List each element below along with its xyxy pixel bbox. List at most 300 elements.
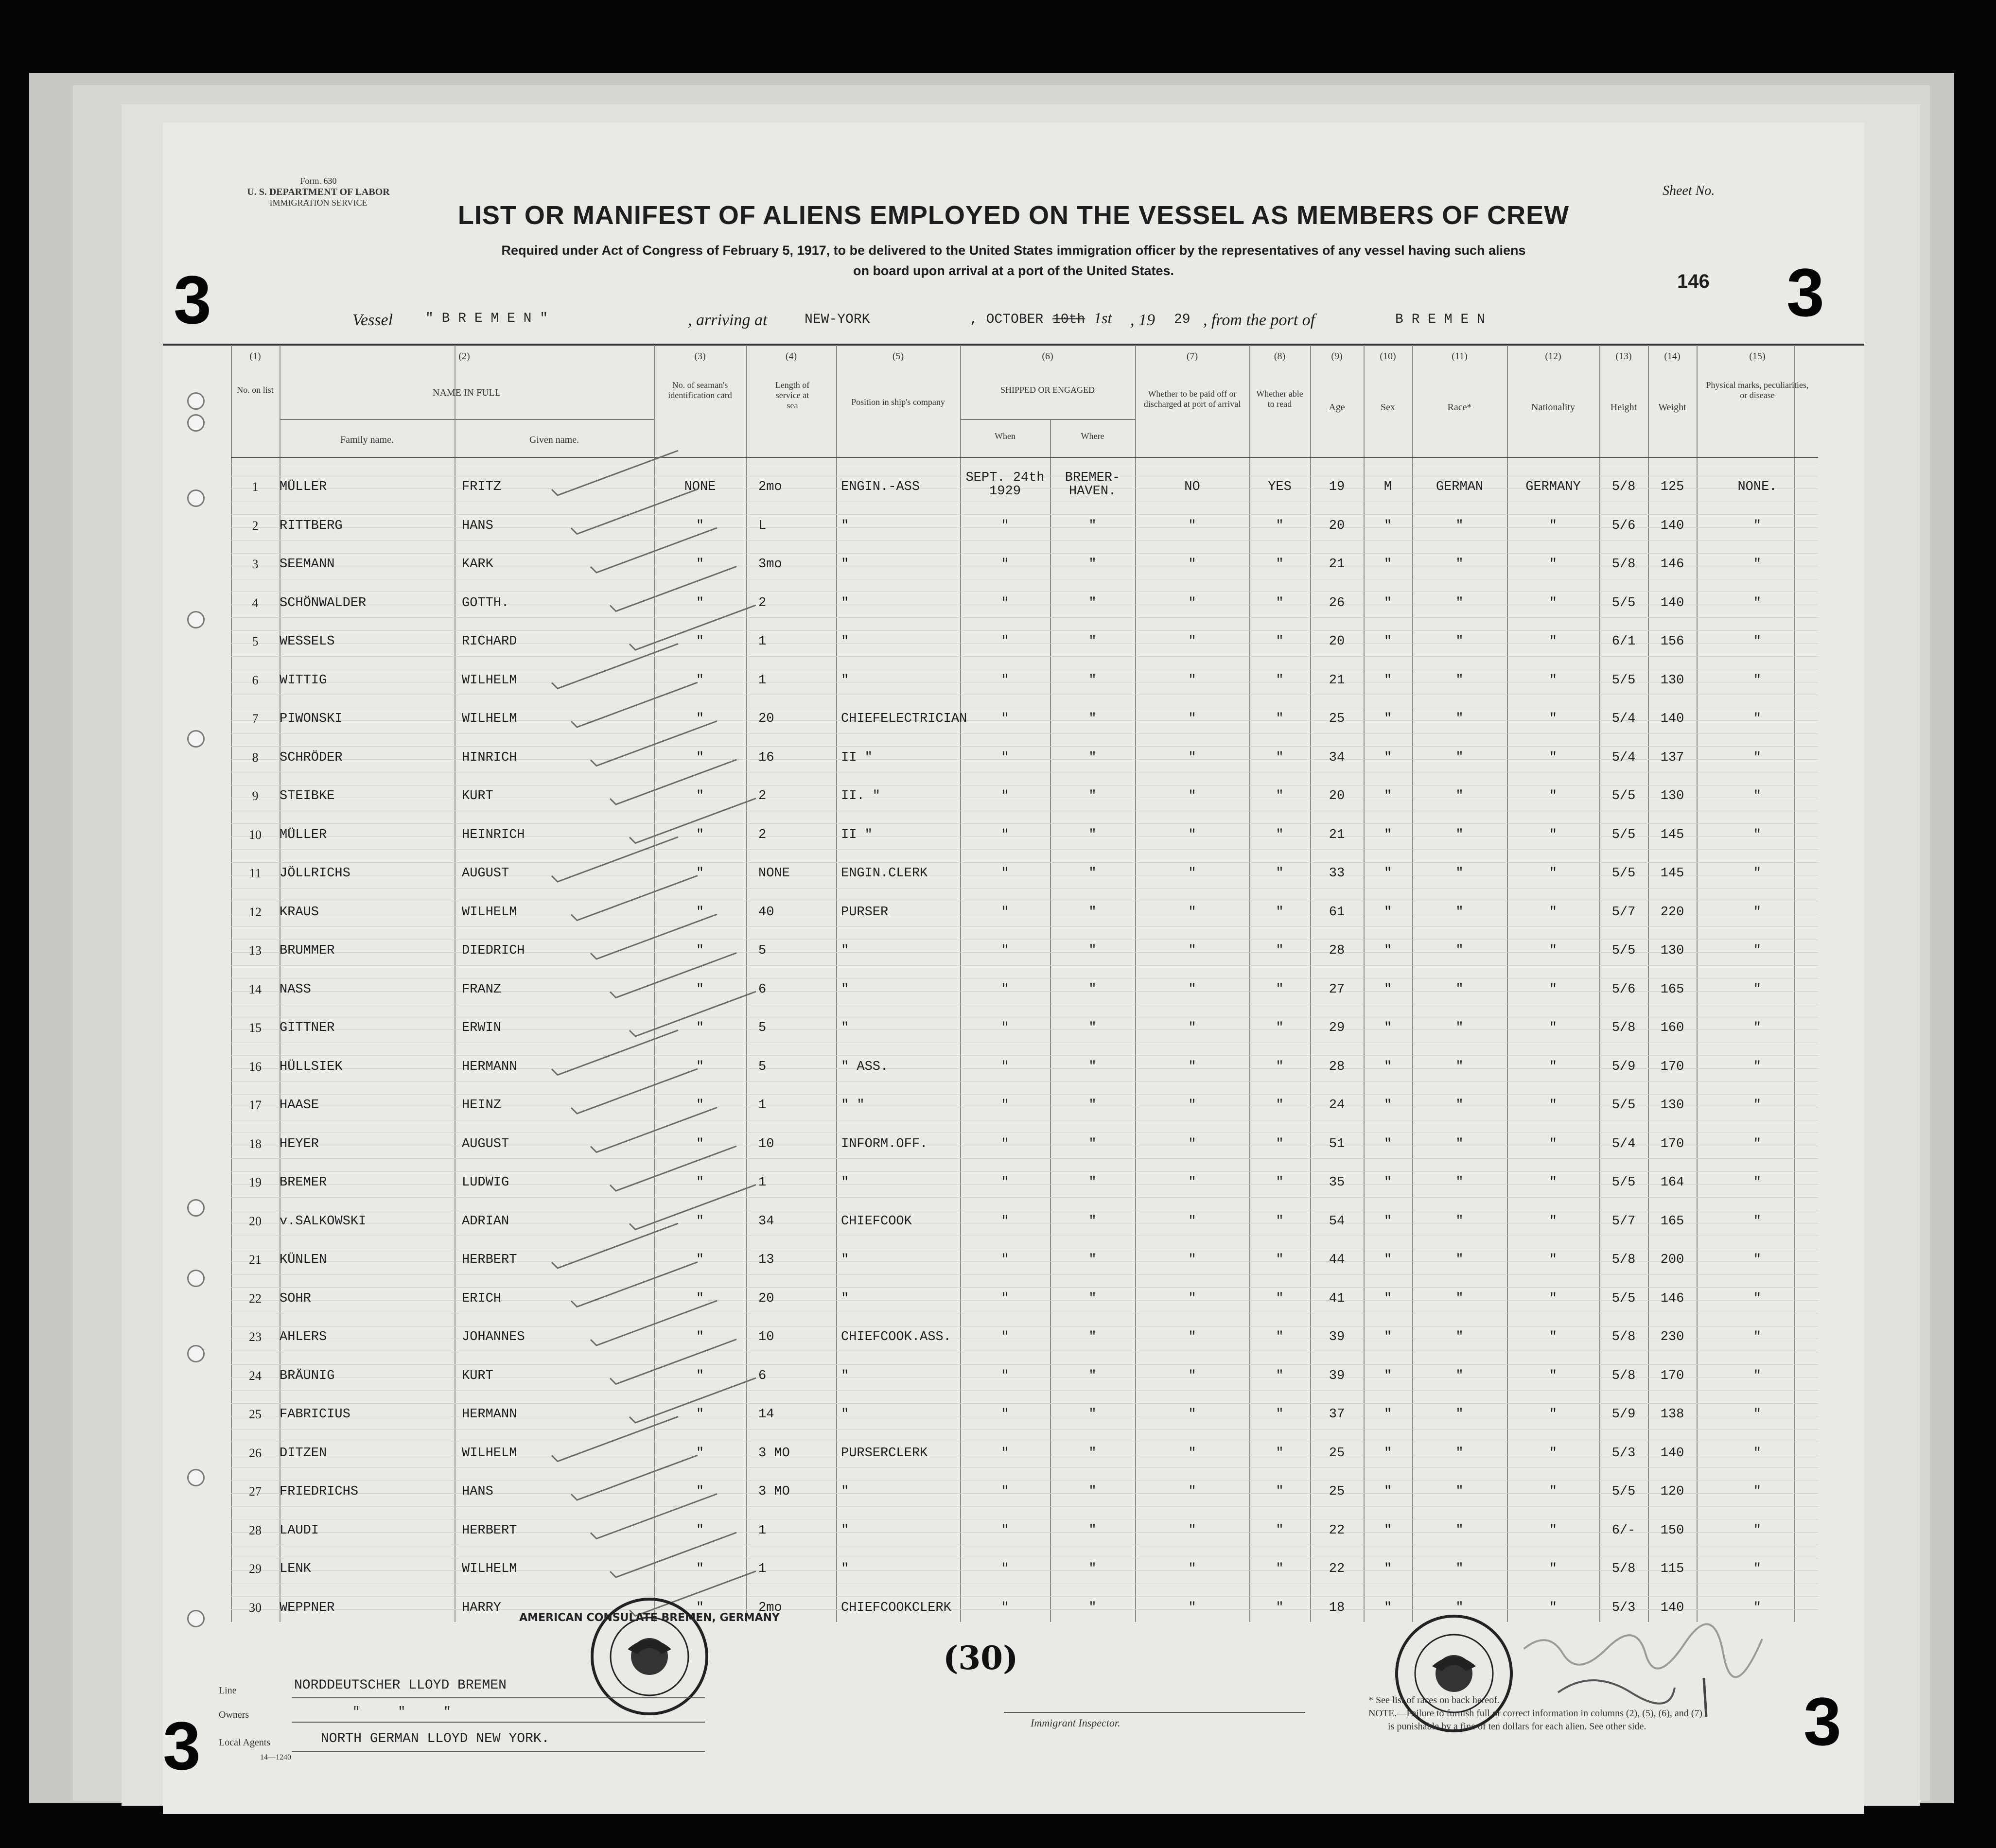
seaman-card-cell: "	[696, 557, 704, 572]
position-cell: PURSERCLERK	[841, 1446, 928, 1461]
position-cell: "	[841, 634, 849, 649]
table-row	[163, 1253, 1864, 1282]
shipped-where-cell: "	[1088, 1330, 1097, 1344]
shipped-when-cell: "	[1001, 1446, 1009, 1461]
sex-cell: "	[1383, 673, 1392, 688]
paid-off-cell: "	[1188, 596, 1196, 610]
paid-off-cell: "	[1188, 1330, 1196, 1344]
table-row	[163, 471, 1864, 509]
shipped-when-cell: "	[1001, 1214, 1009, 1229]
family-name-cell: HAASE	[280, 1098, 319, 1113]
col-header-seaman-card: No. of seaman's identification card	[668, 380, 732, 400]
sex-cell: "	[1383, 519, 1392, 533]
col-header-number: (9)	[1331, 351, 1343, 362]
given-name-cell: HEINZ	[462, 1098, 502, 1113]
shipped-where-cell: "	[1088, 1021, 1097, 1035]
family-name-cell: FABRICIUS	[280, 1407, 350, 1422]
col-header-physical-marks: Physical marks, peculiarities, or disease	[1706, 380, 1809, 400]
service-length-cell: 20	[758, 712, 774, 726]
physical-marks-cell: "	[1753, 519, 1762, 533]
age-cell: 27	[1329, 982, 1345, 997]
height-cell: 5/5	[1611, 1175, 1636, 1190]
shipped-when-cell: "	[1001, 1484, 1009, 1499]
seaman-card-cell: "	[696, 1369, 704, 1383]
tab-marker-bottom-left: 3	[163, 1708, 201, 1784]
nationality-cell: "	[1549, 1484, 1558, 1499]
col-header-number: (2)	[458, 351, 470, 362]
table-row	[163, 1407, 1864, 1436]
row-number: 17	[249, 1098, 262, 1112]
race-cell: "	[1455, 1214, 1464, 1229]
weight-cell: 150	[1660, 1523, 1684, 1538]
col-header-name: NAME IN FULL	[433, 387, 501, 398]
able-to-read-cell: "	[1276, 712, 1284, 726]
shipped-where-cell: BREMER- HAVEN.	[1065, 471, 1121, 499]
height-cell: 6/1	[1611, 634, 1636, 649]
weight-cell: 120	[1660, 1484, 1684, 1499]
row-number: 21	[249, 1253, 262, 1267]
ruled-line	[231, 1364, 1818, 1365]
arriving-label: , arriving at	[688, 311, 768, 329]
table-row	[163, 596, 1864, 625]
race-cell: "	[1455, 866, 1464, 881]
col-header-paid-off: Whether to be paid off or discharged at port of arrival	[1143, 389, 1241, 409]
agents-value: NORTH GERMAN LLOYD NEW YORK.	[321, 1731, 550, 1746]
age-cell: 20	[1329, 634, 1345, 649]
row-number: 16	[249, 1060, 262, 1074]
table-row	[163, 1484, 1864, 1514]
row-number: 19	[249, 1175, 262, 1189]
paid-off-cell: "	[1188, 673, 1196, 688]
height-cell: 5/8	[1611, 1369, 1636, 1383]
position-cell: II. "	[841, 789, 881, 803]
col-header-given-name: Given name.	[529, 435, 579, 445]
nationality-cell: "	[1549, 1175, 1558, 1190]
height-cell: 5/5	[1611, 1291, 1636, 1306]
weight-cell: 164	[1660, 1175, 1684, 1190]
shipped-where-cell: "	[1088, 712, 1097, 726]
line-label: Line	[219, 1685, 237, 1696]
service-length-cell: 2mo	[758, 1601, 782, 1615]
row-number: 22	[249, 1291, 262, 1306]
from-port-label: , from the port of	[1203, 311, 1315, 329]
position-cell: CHIEFELECTRICIAN	[841, 712, 967, 726]
given-name-cell: KURT	[462, 1369, 493, 1383]
ruled-line	[231, 1171, 1818, 1172]
service-length-cell: 5	[758, 943, 767, 958]
weight-cell: 140	[1660, 1446, 1684, 1461]
physical-marks-cell: "	[1753, 1484, 1762, 1499]
position-cell: "	[841, 982, 849, 997]
position-cell: II "	[841, 828, 873, 842]
manifest-subtitle: Required under Act of Congress of February 5, 1917, to be delivered to the United States immigration officer by the representatives of any vessel having such aliens	[501, 243, 1526, 258]
physical-marks-cell: "	[1753, 982, 1762, 997]
weight-cell: 140	[1660, 596, 1684, 610]
able-to-read-cell: "	[1276, 1291, 1284, 1306]
sex-cell: "	[1383, 828, 1392, 842]
shipped-when-cell: "	[1001, 905, 1009, 920]
race-cell: "	[1455, 1253, 1464, 1267]
inspector-signature	[1519, 1620, 1772, 1717]
col-header-weight: Weight	[1658, 402, 1686, 413]
physical-marks-cell: "	[1753, 828, 1762, 842]
row-number: 18	[249, 1137, 262, 1151]
position-cell: "	[841, 943, 849, 958]
family-name-cell: KRAUS	[280, 905, 319, 920]
row-number: 23	[249, 1330, 262, 1344]
header-sub-rule	[280, 419, 654, 420]
paid-off-cell: "	[1188, 982, 1196, 997]
position-cell: CHIEFCOOKCLERK	[841, 1601, 951, 1615]
position-cell: "	[841, 1407, 849, 1422]
physical-marks-cell: "	[1753, 750, 1762, 765]
paid-off-cell: "	[1188, 1137, 1196, 1151]
row-number: 9	[252, 789, 259, 803]
paid-off-cell: "	[1188, 828, 1196, 842]
binder-hole	[187, 1270, 205, 1287]
height-cell: 5/8	[1611, 557, 1636, 572]
nationality-cell: "	[1549, 1330, 1558, 1344]
arrival-day-handwritten: 1st	[1094, 309, 1112, 327]
col-header-where: Where	[1081, 431, 1104, 441]
height-cell: 5/5	[1611, 1484, 1636, 1499]
service-length-cell: 6	[758, 982, 767, 997]
seaman-card-cell: "	[696, 866, 704, 881]
row-number: 5	[252, 634, 259, 648]
row-number: 30	[249, 1601, 262, 1615]
position-cell: " ASS.	[841, 1060, 889, 1074]
nationality-cell: "	[1549, 673, 1558, 688]
seaman-card-cell: "	[696, 1562, 704, 1576]
height-cell: 5/3	[1611, 1446, 1636, 1461]
table-row	[163, 1562, 1864, 1591]
sex-cell: "	[1383, 1214, 1392, 1229]
nationality-cell: "	[1549, 1601, 1558, 1615]
given-name-cell: LUDWIG	[462, 1175, 509, 1190]
given-name-cell: HANS	[462, 1484, 493, 1499]
sex-cell: "	[1383, 1175, 1392, 1190]
height-cell: 5/5	[1611, 596, 1636, 610]
weight-cell: 145	[1660, 828, 1684, 842]
col-header-number: (14)	[1664, 351, 1681, 362]
table-row	[163, 1523, 1864, 1552]
shipped-when-cell: "	[1001, 1021, 1009, 1035]
service-length-cell: 2	[758, 828, 767, 842]
paid-off-cell: "	[1188, 1253, 1196, 1267]
ruled-line	[231, 1403, 1818, 1404]
age-cell: 21	[1329, 828, 1345, 842]
age-cell: 25	[1329, 1484, 1345, 1499]
sex-cell: "	[1383, 596, 1392, 610]
seaman-card-cell: "	[696, 1601, 704, 1615]
able-to-read-cell: "	[1276, 1523, 1284, 1538]
physical-marks-cell: "	[1753, 1369, 1762, 1383]
given-name-cell: WILHELM	[462, 673, 517, 688]
nationality-cell: "	[1549, 1562, 1558, 1576]
height-cell: 5/5	[1611, 1098, 1636, 1113]
shipped-where-cell: "	[1088, 866, 1097, 881]
shipped-where-cell: "	[1088, 1446, 1097, 1461]
height-cell: 5/8	[1611, 480, 1636, 494]
weight-cell: 156	[1660, 634, 1684, 649]
weight-cell: 137	[1660, 750, 1684, 765]
physical-marks-cell: "	[1753, 557, 1762, 572]
shipped-where-cell: "	[1088, 1137, 1097, 1151]
shipped-when-cell: "	[1001, 596, 1009, 610]
paid-off-cell: "	[1188, 1214, 1196, 1229]
col-header-length-service: Length of service at sea	[775, 380, 810, 410]
seaman-card-cell: "	[696, 943, 704, 958]
family-name-cell: BRUMMER	[280, 943, 335, 958]
col-header-position: Position in ship's company	[851, 397, 945, 407]
age-cell: 39	[1329, 1369, 1345, 1383]
race-cell: "	[1455, 1601, 1464, 1615]
given-name-cell: ADRIAN	[462, 1214, 509, 1229]
sex-cell: "	[1383, 789, 1392, 803]
given-name-cell: HERMANN	[462, 1060, 517, 1074]
height-cell: 5/5	[1611, 828, 1636, 842]
seaman-card-cell: NONE	[684, 480, 716, 494]
given-name-cell: ERICH	[462, 1291, 502, 1306]
position-cell: "	[841, 1253, 849, 1267]
failure-note: NOTE.—Failure to furnish full or correct information in columns (2), (5), (6), and (7)	[1368, 1708, 1703, 1719]
shipped-when-cell: "	[1001, 1407, 1009, 1422]
sex-cell: "	[1383, 1407, 1392, 1422]
weight-cell: 170	[1660, 1060, 1684, 1074]
family-name-cell: SCHRÖDER	[280, 750, 343, 765]
shipped-where-cell: "	[1088, 1484, 1097, 1499]
service-length-cell: 5	[758, 1021, 767, 1035]
nationality-cell: GERMANY	[1525, 480, 1581, 494]
height-cell: 5/5	[1611, 943, 1636, 958]
family-name-cell: KÜNLEN	[280, 1253, 327, 1267]
position-cell: "	[841, 1523, 849, 1538]
arrival-day-struck: 10th	[1052, 312, 1086, 327]
table-row	[163, 866, 1864, 895]
position-cell: "	[841, 1484, 849, 1499]
family-name-cell: PIWONSKI	[280, 712, 343, 726]
given-name-cell: HARRY	[462, 1601, 502, 1615]
position-cell: "	[841, 1291, 849, 1306]
table-row	[163, 750, 1864, 780]
height-cell: 5/4	[1611, 750, 1636, 765]
height-cell: 5/5	[1611, 866, 1636, 881]
age-cell: 33	[1329, 866, 1345, 881]
row-number: 2	[252, 519, 259, 533]
height-cell: 5/7	[1611, 905, 1636, 920]
inspector-underline	[1004, 1712, 1305, 1713]
paid-off-cell: "	[1188, 905, 1196, 920]
physical-marks-cell: "	[1753, 1175, 1762, 1190]
given-name-cell: WILHELM	[462, 712, 517, 726]
shipped-where-cell: "	[1088, 1098, 1097, 1113]
col-header-nationality: Nationality	[1531, 402, 1575, 413]
race-cell: "	[1455, 1175, 1464, 1190]
race-cell: "	[1455, 634, 1464, 649]
shipped-when-cell: "	[1001, 828, 1009, 842]
position-cell: INFORM.OFF.	[841, 1137, 928, 1151]
shipped-when-cell: "	[1001, 1098, 1009, 1113]
nationality-cell: "	[1549, 1137, 1558, 1151]
agents-label: Local Agents	[219, 1737, 271, 1748]
table-row	[163, 982, 1864, 1011]
service-length-cell: 3mo	[758, 557, 782, 572]
binder-hole	[187, 611, 205, 628]
given-name-cell: ERWIN	[462, 1021, 502, 1035]
paid-off-cell: "	[1188, 1562, 1196, 1576]
shipped-when-cell: "	[1001, 673, 1009, 688]
row-number: 3	[252, 557, 259, 571]
able-to-read-cell: "	[1276, 905, 1284, 920]
ruled-line	[231, 630, 1818, 631]
position-cell: "	[841, 1021, 849, 1035]
able-to-read-cell: "	[1276, 1484, 1284, 1499]
age-cell: 41	[1329, 1291, 1345, 1306]
race-cell: "	[1455, 943, 1464, 958]
paid-off-cell: "	[1188, 1098, 1196, 1113]
shipped-where-cell: "	[1088, 943, 1097, 958]
row-number: 10	[249, 828, 262, 842]
service-length-cell: 2	[758, 596, 767, 610]
age-cell: 25	[1329, 712, 1345, 726]
race-cell: "	[1455, 1523, 1464, 1538]
row-number: 6	[252, 673, 259, 687]
family-name-cell: LAUDI	[280, 1523, 319, 1538]
given-name-cell: FRITZ	[462, 480, 502, 494]
weight-cell: 146	[1660, 557, 1684, 572]
row-number: 28	[249, 1523, 262, 1537]
sex-cell: "	[1383, 750, 1392, 765]
family-name-cell: LENK	[280, 1562, 311, 1576]
service-length-cell: 13	[758, 1253, 774, 1267]
sex-cell: "	[1383, 866, 1392, 881]
sex-cell: "	[1383, 1446, 1392, 1461]
seaman-card-cell: "	[696, 1214, 704, 1229]
nationality-cell: "	[1549, 905, 1558, 920]
seaman-card-cell: "	[696, 634, 704, 649]
table-row	[163, 789, 1864, 818]
table-row	[163, 1446, 1864, 1475]
seaman-card-cell: "	[696, 596, 704, 610]
weight-cell: 130	[1660, 943, 1684, 958]
age-cell: 28	[1329, 1060, 1345, 1074]
seaman-card-cell: "	[696, 1330, 704, 1344]
family-name-cell: AHLERS	[280, 1330, 327, 1344]
col-header-number: (4)	[785, 351, 797, 362]
position-cell: CHIEFCOOK.ASS.	[841, 1330, 951, 1344]
ruled-line	[231, 746, 1818, 747]
age-cell: 61	[1329, 905, 1345, 920]
weight-cell: 130	[1660, 789, 1684, 803]
given-name-cell: HINRICH	[462, 750, 517, 765]
col-header-number: (12)	[1545, 351, 1561, 362]
seaman-card-cell: "	[696, 1523, 704, 1538]
owners-underline	[292, 1722, 705, 1723]
family-name-cell: SOHR	[280, 1291, 311, 1306]
shipped-when-cell: "	[1001, 1330, 1009, 1344]
age-cell: 29	[1329, 1021, 1345, 1035]
race-cell: "	[1455, 1562, 1464, 1576]
physical-marks-cell: "	[1753, 712, 1762, 726]
table-row	[163, 828, 1864, 857]
given-name-cell: RICHARD	[462, 634, 517, 649]
race-cell: "	[1455, 905, 1464, 920]
given-name-cell: FRANZ	[462, 982, 502, 997]
height-cell: 6/-	[1611, 1523, 1636, 1538]
age-cell: 19	[1329, 480, 1345, 494]
physical-marks-cell: "	[1753, 905, 1762, 920]
service-length-cell: 1	[758, 634, 767, 649]
shipped-where-cell: "	[1088, 750, 1097, 765]
physical-marks-cell: "	[1753, 1407, 1762, 1422]
col-header-sex: Sex	[1381, 402, 1395, 413]
nationality-cell: "	[1549, 943, 1558, 958]
service-length-cell: 1	[758, 1523, 767, 1538]
shipped-where-cell: "	[1088, 1369, 1097, 1383]
service-length-cell: 1	[758, 673, 767, 688]
nationality-cell: "	[1549, 982, 1558, 997]
col-header-race: Race*	[1447, 402, 1472, 413]
weight-cell: 170	[1660, 1369, 1684, 1383]
nationality-cell: "	[1549, 557, 1558, 572]
nationality-cell: "	[1549, 1021, 1558, 1035]
col-header-when: When	[995, 431, 1016, 441]
shipped-where-cell: "	[1088, 519, 1097, 533]
height-cell: 5/6	[1611, 519, 1636, 533]
seaman-card-cell: "	[696, 1407, 704, 1422]
weight-cell: 160	[1660, 1021, 1684, 1035]
binder-hole	[187, 1345, 205, 1362]
table-row	[163, 673, 1864, 702]
row-number: 26	[249, 1446, 262, 1460]
sex-cell: "	[1383, 1137, 1392, 1151]
height-cell: 5/4	[1611, 1137, 1636, 1151]
given-name-cell: WILHELM	[462, 905, 517, 920]
race-cell: "	[1455, 673, 1464, 688]
tab-marker-bottom-right: 3	[1803, 1683, 1841, 1760]
sex-cell: "	[1383, 557, 1392, 572]
arrival-year: 29	[1174, 312, 1191, 327]
table-row	[163, 943, 1864, 973]
position-cell: "	[841, 1369, 849, 1383]
race-cell: "	[1455, 1060, 1464, 1074]
departure-port: B R E M E N	[1395, 312, 1485, 327]
physical-marks-cell: "	[1753, 1137, 1762, 1151]
race-cell: "	[1455, 789, 1464, 803]
seaman-card-cell: "	[696, 712, 704, 726]
age-cell: 20	[1329, 519, 1345, 533]
able-to-read-cell: "	[1276, 1601, 1284, 1615]
height-cell: 5/9	[1611, 1407, 1636, 1422]
table-row	[163, 519, 1864, 548]
nationality-cell: "	[1549, 1060, 1558, 1074]
col-header-number: (15)	[1749, 351, 1766, 362]
service-length-cell: 14	[758, 1407, 774, 1422]
sex-cell: "	[1383, 1021, 1392, 1035]
weight-cell: 165	[1660, 982, 1684, 997]
position-cell: "	[841, 596, 849, 610]
department-name: U. S. DEPARTMENT OF LABOR	[247, 187, 390, 197]
weight-cell: 115	[1660, 1562, 1684, 1576]
col-header-able-to-read: Whether able to read	[1256, 389, 1303, 409]
able-to-read-cell: "	[1276, 596, 1284, 610]
ruled-line	[231, 823, 1818, 824]
given-name-cell: WILHELM	[462, 1446, 517, 1461]
table-row	[163, 1137, 1864, 1166]
able-to-read-cell: "	[1276, 1214, 1284, 1229]
nationality-cell: "	[1549, 1253, 1558, 1267]
col-header-number: (6)	[1042, 351, 1053, 362]
